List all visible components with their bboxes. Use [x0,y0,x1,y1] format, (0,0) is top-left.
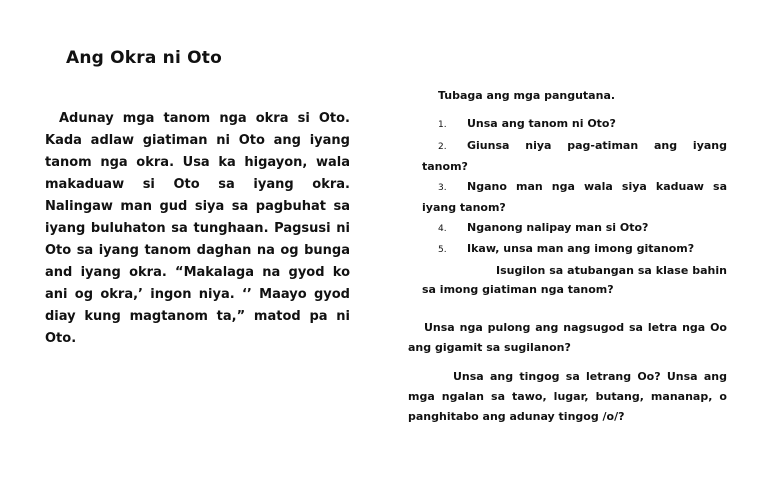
question-text: Ikaw, unsa man ang imong gitanom? [467,242,695,255]
story-title: Ang Okra ni Oto [66,48,222,68]
question-item [422,177,727,218]
story-text: Adunay mga tanom nga okra si Oto. Kada adlaw giatiman ni Oto ang iyang tanom nga okra. Usa ka higayon, wala makaduaw si Oto sa iyang okra. Nalingaw man gud siya sa pagbuhat sa iyang buluhaton sa tunghaan. Pagsusi ni Oto sa iyang tanom daghan na og bunga and iyang okra. “Makalaga na gyod ko ani og okra,’ ingon niya. ‘’ Maayo gyod diay kung magtanom ta,” matod pa ni Oto. [45,111,350,346]
questions-section [422,86,727,300]
question-item [422,239,727,261]
question-text: Nganong nalipay man si Oto? [467,220,649,234]
question-text: Ngano man nga wala siya kaduaw sa iyang tanom? [422,179,727,214]
question-number: 5. [438,245,447,255]
question-item [422,218,727,240]
instructions: Tubaga ang mga pangutana. [438,89,616,102]
question-number: 4. [438,223,447,234]
question-number: 3. [438,182,447,193]
question-item [422,136,727,177]
question-text: Unsa ang tanom ni Oto? [467,117,616,130]
sound-o-question: Unsa ang tingog sa letrang Oo? Unsa ang mga ngalan sa tawo, lugar, butang, mananap, o panghitabo ang adunay tingog /o/? [408,370,727,423]
question-text: Giunsa niya pag-atiman ang iyang tanom? [422,138,727,173]
question-number: 2. [438,141,447,152]
isugilon-prompt: Isugilon sa atubangan sa klase bahin sa imong giatiman nga tanom? [422,263,727,296]
question-list [422,114,727,261]
letter-o-question: Unsa nga pulong ang nagsugod sa letra nga Oo ang gigamit sa sugilanon? [408,321,727,354]
question-item [422,114,727,136]
question-number: 1. [438,120,447,130]
